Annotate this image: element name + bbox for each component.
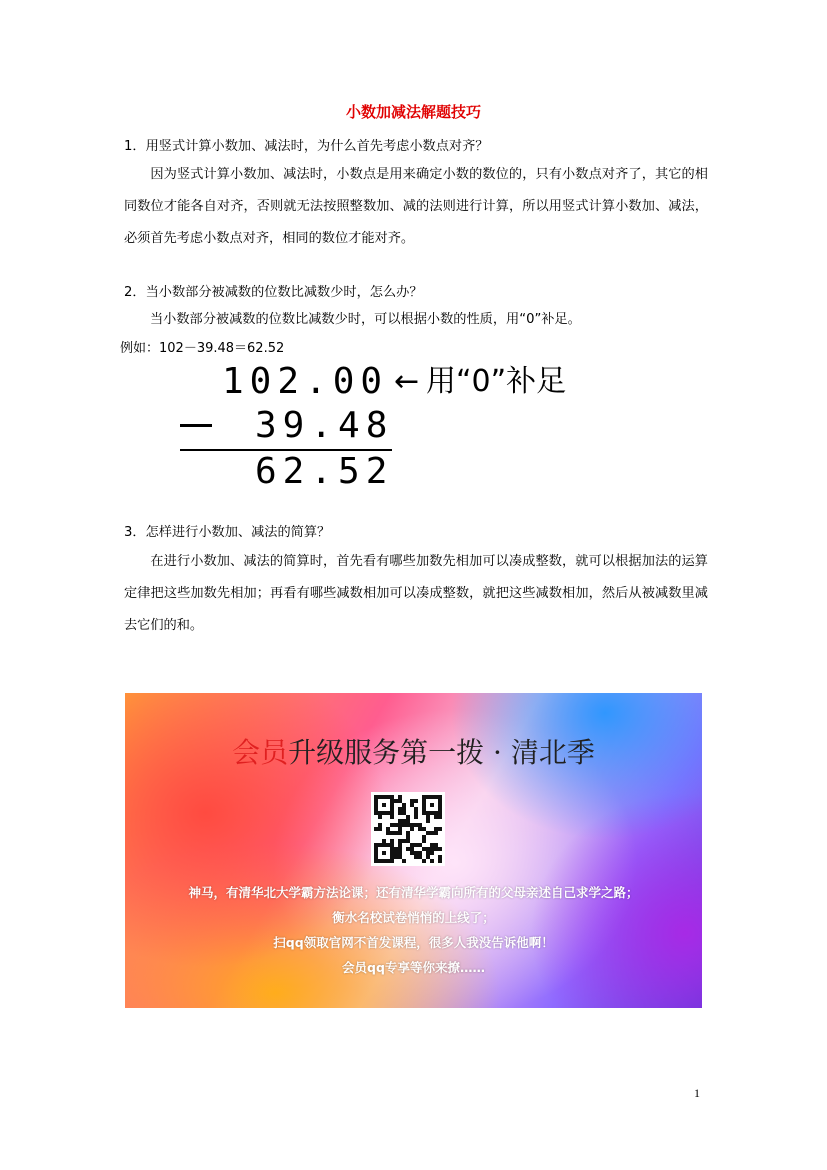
- difference: 62.52: [255, 451, 394, 492]
- question-1: 1．用竖式计算小数加、减法时，为什么首先考虑小数点对齐？: [124, 139, 489, 154]
- qr-module: [438, 859, 442, 863]
- vertical-subtraction-figure: [170, 360, 610, 495]
- answer-1: 因为竖式计算小数加、减法时，小数点是用来确定小数的数位的，只有小数点对齐了，其它的相同数位才能各自对齐，否则就无法按照整数加、减的法则进行计算，所以用竖式计算小数加、减法，必须首先考虑小数点对齐，相同的数位才能对齐。: [124, 167, 708, 246]
- banner-title-rest: 升级服务第一拨 · 清北季: [288, 736, 595, 769]
- page-number: 1: [694, 1086, 700, 1100]
- banner-title-highlight: 会员: [232, 736, 289, 769]
- left-arrow-icon: ←: [394, 364, 420, 399]
- example-line: 例如：102－39.48＝62.52: [120, 341, 285, 356]
- answer-2: 当小数部分被减数的位数比减数少时，可以根据小数的性质，用“0”补足。: [150, 312, 581, 327]
- page-title: 小数加减法解题技巧: [345, 103, 481, 121]
- promo-banner[interactable]: [125, 693, 702, 1008]
- answer-3: 在进行小数加、减法的简算时，首先看有哪些加数先相加可以凑成整数，就可以根据加法的运算定律把这些加数先相加；再看有哪些减数相加可以凑成整数，就把这些减数相加，然后从被减数里减去它们的和。: [124, 554, 708, 633]
- banner-line-4: 会员qq专享等你来撩……: [342, 960, 485, 975]
- banner-line-3: 扫qq领取官网不首发课程，很多人我没告诉他啊！: [273, 935, 554, 950]
- zero-fill-note: 用“0”补足: [426, 364, 567, 399]
- question-3: 3．怎样进行小数加、减法的简算？: [124, 525, 331, 540]
- question-2: 2．当小数部分被减数的位数比减数少时，怎么办？: [124, 285, 423, 300]
- banner-title: [125, 731, 702, 771]
- banner-line-2: 衡水名校试卷悄悄的上线了；: [332, 910, 495, 925]
- minuend: 102.00: [222, 361, 389, 402]
- qr-code-icon[interactable]: [371, 792, 445, 866]
- minus-sign: [180, 424, 212, 427]
- subtrahend: 39.48: [255, 405, 394, 446]
- banner-line-1: 神马，有清华北大学霸方法论课；还有清华学霸向所有的父母亲述自己求学之路；: [188, 885, 639, 900]
